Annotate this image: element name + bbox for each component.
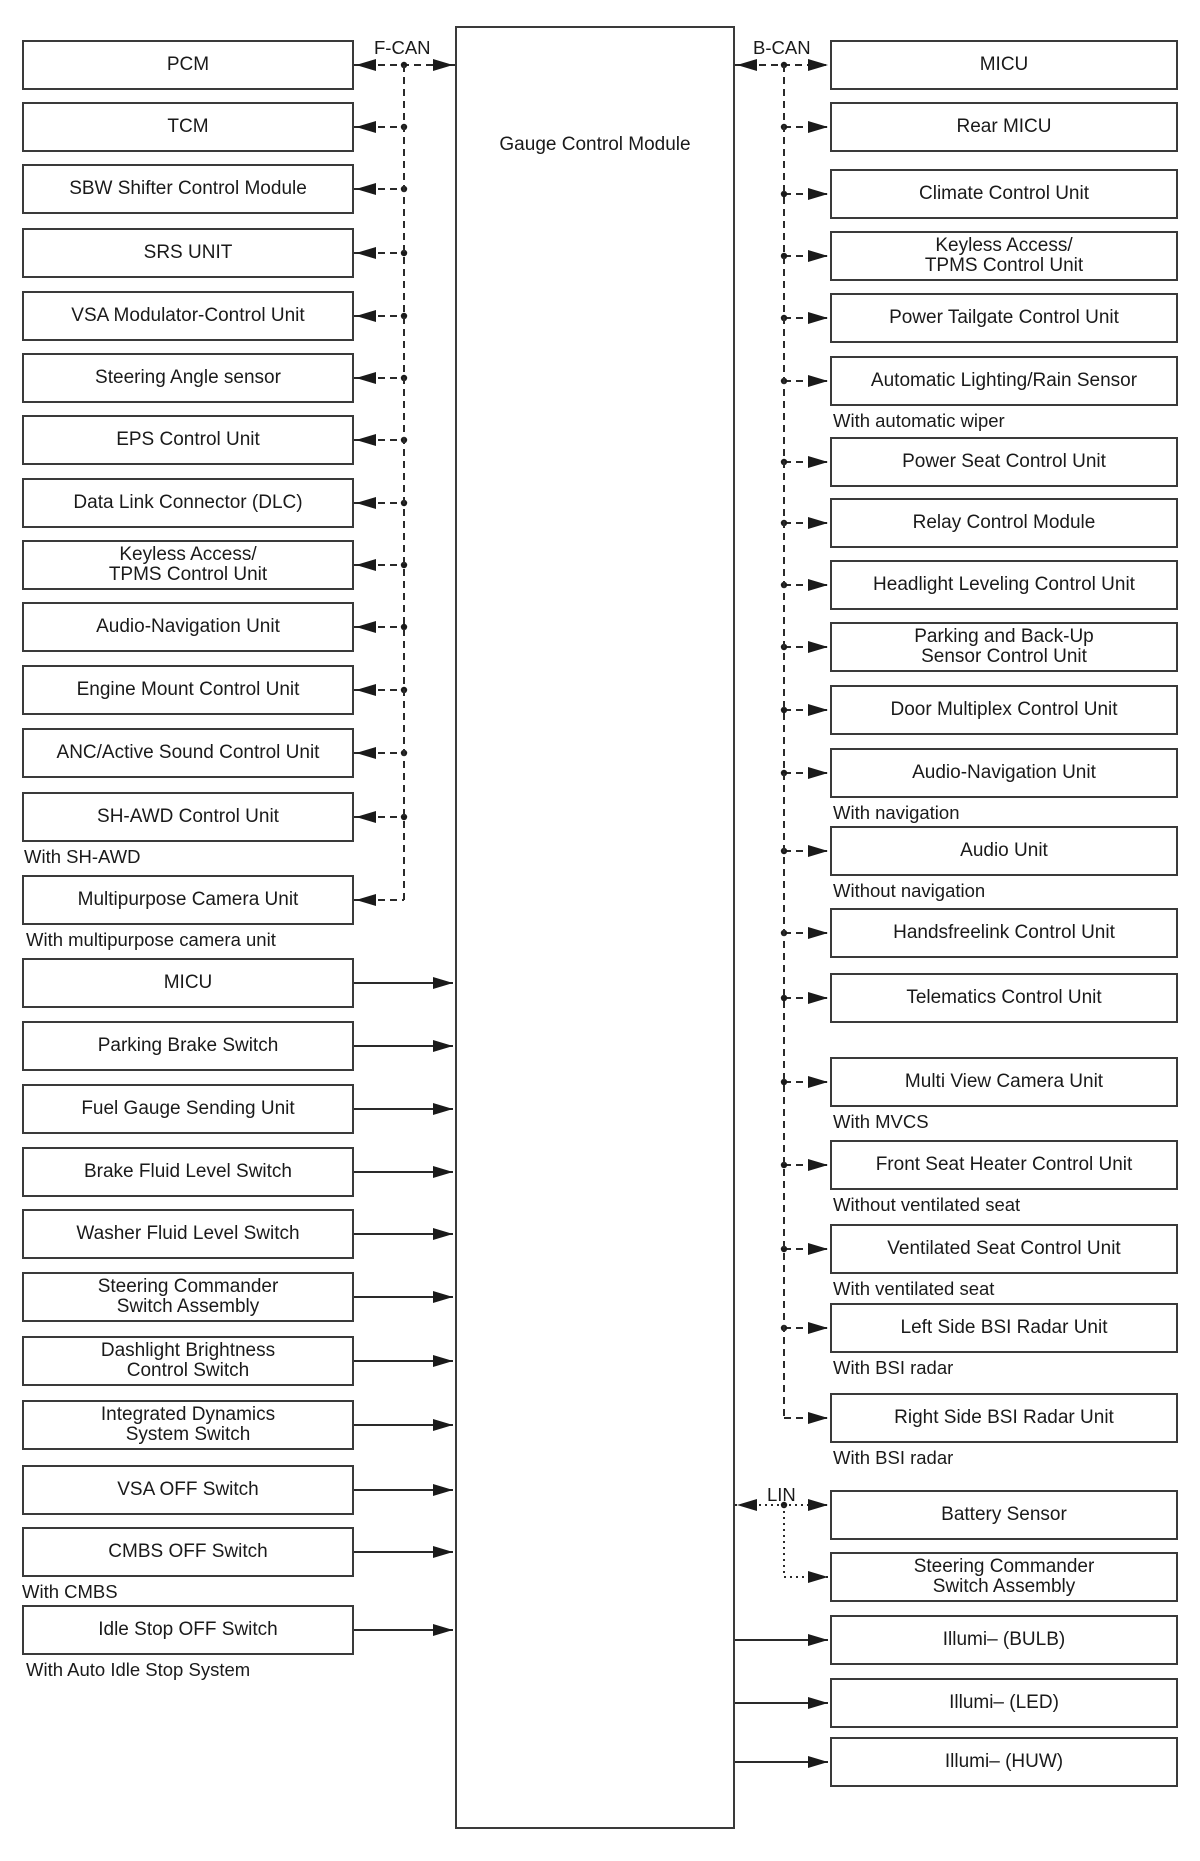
output-arrow-1 [808,1697,828,1709]
fcan-arrow-to-gcm [433,59,453,71]
input-arrow-1 [433,1040,453,1052]
bcan-note-without-ventilated-seat: Without ventilated seat [833,1194,1021,1215]
fcan-arrow-9 [356,621,376,633]
output-arrow-2 [808,1756,828,1768]
input-arrow-5 [433,1291,453,1303]
fcan-arrow-1 [356,121,376,133]
fcan-arrow-6 [356,434,376,446]
bcan-arrow-19 [808,1412,828,1424]
bcan-audio-navigation-unit-box: Audio-Navigation Unit [830,748,1178,798]
bcan-note-with-automatic-wiper: With automatic wiper [833,410,1005,431]
fcan-sh-awd-control-unit-box: SH-AWD Control Unit [22,792,354,842]
bcan-left-side-bsi-radar-unit-box: Left Side BSI Radar Unit [830,1303,1178,1353]
bcan-arrow-13 [808,927,828,939]
lin-battery-sensor-box: Battery Sensor [830,1490,1178,1540]
bcan-arrow-5 [808,375,828,387]
bcan-arrow-3 [808,250,828,262]
bcan-arrow-4 [808,312,828,324]
fcan-arrow-to-pcm [356,59,376,71]
input-parking-brake-switch-box: Parking Brake Switch [22,1021,354,1071]
input-cmbs-off-switch-box: CMBS OFF Switch [22,1527,354,1577]
fcan-srs-unit-box: SRS UNIT [22,228,354,278]
output-arrow-0 [808,1634,828,1646]
input-dashlight-brightness-control-switch-box: Dashlight Brightness Control Switch [22,1336,354,1386]
fcan-tcm-box: TCM [22,102,354,152]
bcan-arrow-8 [808,579,828,591]
input-arrow-8 [433,1484,453,1496]
bcan-rear-micu-box: Rear MICU [830,102,1178,152]
bcan-note-with-bsi-radar: With BSI radar [833,1357,954,1378]
bcan-arrow-7 [808,517,828,529]
bcan-arrow-17 [808,1243,828,1255]
fcan-multipurpose-camera-unit-box: Multipurpose Camera Unit [22,875,354,925]
fcan-data-link-connector-dlc-box: Data Link Connector (DLC) [22,478,354,528]
input-micu-box: MICU [22,958,354,1008]
fcan-arrow-11 [356,747,376,759]
bcan-note-with-navigation: With navigation [833,802,960,823]
gauge-control-module-title: Gauge Control Module [499,134,691,155]
bcan-headlight-leveling-control-unit-box: Headlight Leveling Control Unit [830,560,1178,610]
fcan-arrow-5 [356,372,376,384]
fcan-anc-active-sound-control-unit-box: ANC/Active Sound Control Unit [22,728,354,778]
fcan-note-with-multipurpose-camera-unit: With multipurpose camera unit [26,929,276,950]
input-arrow-0 [433,977,453,989]
bcan-arrow-6 [808,456,828,468]
gauge-control-module-box [455,26,735,1829]
bcan-arrow-9 [808,641,828,653]
bcan-arrow-18 [808,1322,828,1334]
input-arrow-7 [433,1419,453,1431]
bcan-note-without-navigation: Without navigation [833,880,986,901]
output-illumi-led-box: Illumi– (LED) [830,1678,1178,1728]
input-arrow-10 [433,1624,453,1636]
bcan-telematics-control-unit-box: Telematics Control Unit [830,973,1178,1023]
bcan-arrow-12 [808,845,828,857]
input-fuel-gauge-sending-unit-box: Fuel Gauge Sending Unit [22,1084,354,1134]
bcan-arrow-16 [808,1159,828,1171]
bcan-ventilated-seat-control-unit-box: Ventilated Seat Control Unit [830,1224,1178,1274]
input-brake-fluid-level-switch-box: Brake Fluid Level Switch [22,1147,354,1197]
bcan-keyless-access-tpms-control-unit-box: Keyless Access/ TPMS Control Unit [830,231,1178,281]
fcan-arrow-2 [356,183,376,195]
lin-arrow-to-battery-sensor [808,1499,828,1511]
bcan-note-with-ventilated-seat: With ventilated seat [833,1278,995,1299]
fcan-audio-navigation-unit-box: Audio-Navigation Unit [22,602,354,652]
bcan-audio-unit-box: Audio Unit [830,826,1178,876]
bcan-right-side-bsi-radar-unit-box: Right Side BSI Radar Unit [830,1393,1178,1443]
lin-arrow-to-steering [808,1571,828,1583]
bcan-arrow-10 [808,704,828,716]
input-arrow-9 [433,1546,453,1558]
bcan-arrow-2 [808,188,828,200]
bcan-note-with-bsi-radar: With BSI radar [833,1447,954,1468]
fcan-arrow-7 [356,497,376,509]
bcan-power-seat-control-unit-box: Power Seat Control Unit [830,437,1178,487]
fcan-arrow-3 [356,247,376,259]
input-washer-fluid-level-switch-box: Washer Fluid Level Switch [22,1209,354,1259]
fcan-arrow-4 [356,310,376,322]
bcan-micu-box: MICU [830,40,1178,90]
fcan-arrow-8 [356,559,376,571]
bcan-relay-control-module-box: Relay Control Module [830,498,1178,548]
input-arrow-3 [433,1166,453,1178]
fcan-engine-mount-control-unit-box: Engine Mount Control Unit [22,665,354,715]
input-idle-stop-off-switch-box: Idle Stop OFF Switch [22,1605,354,1655]
fcan-keyless-access-tpms-control-unit-box: Keyless Access/ TPMS Control Unit [22,540,354,590]
bcan-multi-view-camera-unit-box: Multi View Camera Unit [830,1057,1178,1107]
bcan-arrow-1 [808,121,828,133]
fcan-arrow-13 [356,894,376,906]
bcan-arrow-11 [808,767,828,779]
bcan-arrow-14 [808,992,828,1004]
fcan-sbw-shifter-control-module-box: SBW Shifter Control Module [22,164,354,214]
output-illumi-huw-box: Illumi– (HUW) [830,1737,1178,1787]
bcan-note-with-mvcs: With MVCS [833,1111,929,1132]
bcan-parking-and-back-up-sensor-control-unit-box: Parking and Back-Up Sensor Control Unit [830,622,1178,672]
bcan-door-multiplex-control-unit-box: Door Multiplex Control Unit [830,685,1178,735]
input-note-with-auto-idle-stop-system: With Auto Idle Stop System [26,1659,251,1680]
input-integrated-dynamics-system-switch-box: Integrated Dynamics System Switch [22,1400,354,1450]
fcan-eps-control-unit-box: EPS Control Unit [22,415,354,465]
fcan-arrow-10 [356,684,376,696]
fcan-note-with-sh-awd: With SH-AWD [24,846,141,867]
bcan-arrow-to-micu [808,59,828,71]
lin-steering-commander-switch-assembly-box: Steering Commander Switch Assembly [830,1552,1178,1602]
input-arrow-4 [433,1228,453,1240]
fcan-vsa-modulator-control-unit-box: VSA Modulator-Control Unit [22,291,354,341]
input-arrow-2 [433,1103,453,1115]
fcan-arrow-12 [356,811,376,823]
lin-bus-label: LIN [767,1484,796,1505]
fcan-bus-label: F-CAN [374,37,431,58]
bcan-automatic-lighting-rain-sensor-box: Automatic Lighting/Rain Sensor [830,356,1178,406]
bcan-bus-label: B-CAN [753,37,811,58]
bcan-arrow-to-gcm [737,59,757,71]
input-note-with-cmbs: With CMBS [22,1581,118,1602]
bcan-handsfreelink-control-unit-box: Handsfreelink Control Unit [830,908,1178,958]
input-vsa-off-switch-box: VSA OFF Switch [22,1465,354,1515]
input-arrow-6 [433,1355,453,1367]
lin-arrow-to-gcm [737,1499,757,1511]
fcan-steering-angle-sensor-box: Steering Angle sensor [22,353,354,403]
bcan-power-tailgate-control-unit-box: Power Tailgate Control Unit [830,293,1178,343]
bcan-arrow-15 [808,1076,828,1088]
fcan-pcm-box: PCM [22,40,354,90]
bcan-climate-control-unit-box: Climate Control Unit [830,169,1178,219]
input-steering-commander-switch-assembly-box: Steering Commander Switch Assembly [22,1272,354,1322]
output-illumi-bulb-box: Illumi– (BULB) [830,1615,1178,1665]
bcan-front-seat-heater-control-unit-box: Front Seat Heater Control Unit [830,1140,1178,1190]
